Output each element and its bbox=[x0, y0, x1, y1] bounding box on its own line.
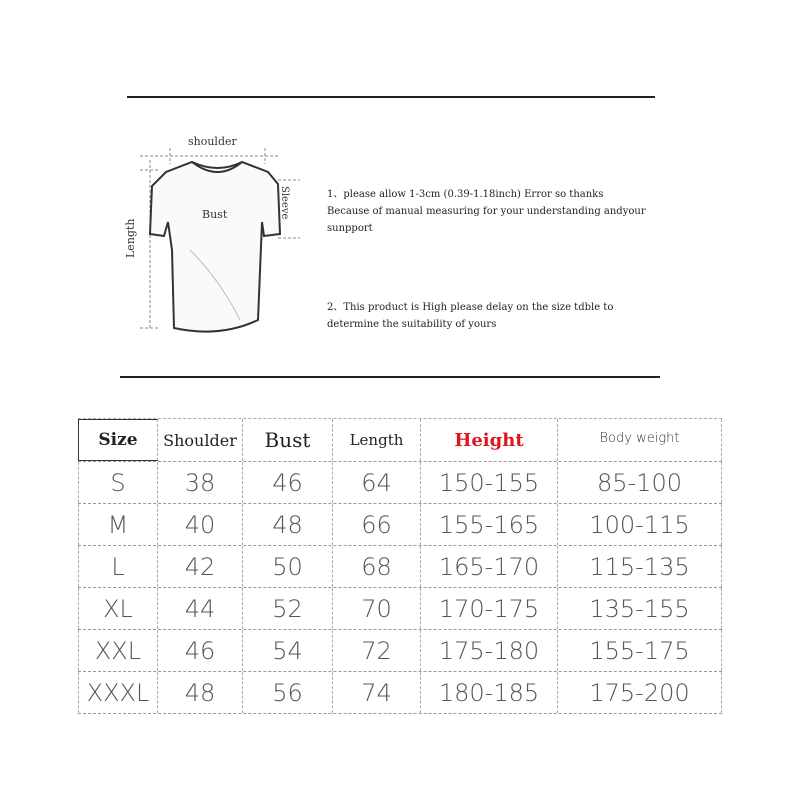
table-row bbox=[78, 545, 722, 587]
size-cell: L bbox=[78, 546, 158, 587]
bust-cell: 52 bbox=[243, 588, 333, 629]
shoulder-cell: 42 bbox=[158, 546, 243, 587]
size-cell: S bbox=[78, 462, 158, 503]
bust-cell: 46 bbox=[243, 462, 333, 503]
shoulder-label: shoulder bbox=[188, 135, 237, 148]
bust-label: Bust bbox=[202, 208, 228, 221]
weight-cell: 100-115 bbox=[558, 504, 722, 545]
weight-cell: 115-135 bbox=[558, 546, 722, 587]
height-cell: 150-155 bbox=[421, 462, 558, 503]
note-1-line-2: Because of manual measuring for your understanding andyour bbox=[327, 206, 646, 217]
table-row bbox=[78, 671, 722, 714]
note-1-line-3: sunpport bbox=[327, 223, 373, 234]
length-cell: 72 bbox=[333, 630, 421, 671]
length-cell: 68 bbox=[333, 546, 421, 587]
header-bust: Bust bbox=[243, 419, 333, 461]
table-row bbox=[78, 461, 722, 503]
length-cell: 66 bbox=[333, 504, 421, 545]
size-cell: XL bbox=[78, 588, 158, 629]
length-cell: 70 bbox=[333, 588, 421, 629]
height-cell: 155-165 bbox=[421, 504, 558, 545]
height-cell: 170-175 bbox=[421, 588, 558, 629]
shoulder-cell: 40 bbox=[158, 504, 243, 545]
size-notes bbox=[327, 186, 687, 333]
bust-cell: 56 bbox=[243, 672, 333, 713]
shoulder-cell: 44 bbox=[158, 588, 243, 629]
note-2-line-2: determine the suitability of yours bbox=[327, 319, 497, 330]
tshirt-icon bbox=[130, 130, 300, 340]
header-height: Height bbox=[421, 419, 558, 461]
table-header-row bbox=[78, 418, 722, 461]
shoulder-cell: 48 bbox=[158, 672, 243, 713]
shoulder-cell: 38 bbox=[158, 462, 243, 503]
height-cell: 175-180 bbox=[421, 630, 558, 671]
size-table bbox=[78, 418, 722, 714]
header-length: Length bbox=[333, 419, 421, 461]
weight-cell: 175-200 bbox=[558, 672, 722, 713]
tshirt-measurement-diagram bbox=[124, 130, 300, 340]
header-body-weight: Body weight bbox=[558, 419, 722, 461]
note-1 bbox=[327, 186, 687, 237]
table-row bbox=[78, 587, 722, 629]
bust-cell: 50 bbox=[243, 546, 333, 587]
table-row bbox=[78, 503, 722, 545]
bottom-divider bbox=[120, 376, 660, 378]
top-divider bbox=[127, 96, 655, 98]
size-cell: XXL bbox=[78, 630, 158, 671]
weight-cell: 155-175 bbox=[558, 630, 722, 671]
note-2 bbox=[327, 299, 687, 333]
header-size: Size bbox=[78, 419, 158, 461]
note-1-line-1: 1、please allow 1-3cm (0.39-1.18inch) Error so thanks bbox=[327, 189, 604, 200]
size-cell: M bbox=[78, 504, 158, 545]
size-cell: XXXL bbox=[78, 672, 158, 713]
length-label: Length bbox=[124, 218, 137, 258]
weight-cell: 85-100 bbox=[558, 462, 722, 503]
height-cell: 165-170 bbox=[421, 546, 558, 587]
shoulder-cell: 46 bbox=[158, 630, 243, 671]
weight-cell: 135-155 bbox=[558, 588, 722, 629]
note-2-line-1: 2、This product is High please delay on the size tdble to bbox=[327, 302, 614, 313]
header-shoulder: Shoulder bbox=[158, 419, 243, 461]
bust-cell: 54 bbox=[243, 630, 333, 671]
sleeve-label: Sleeve bbox=[279, 186, 290, 220]
height-cell: 180-185 bbox=[421, 672, 558, 713]
length-cell: 74 bbox=[333, 672, 421, 713]
table-row bbox=[78, 629, 722, 671]
length-cell: 64 bbox=[333, 462, 421, 503]
bust-cell: 48 bbox=[243, 504, 333, 545]
